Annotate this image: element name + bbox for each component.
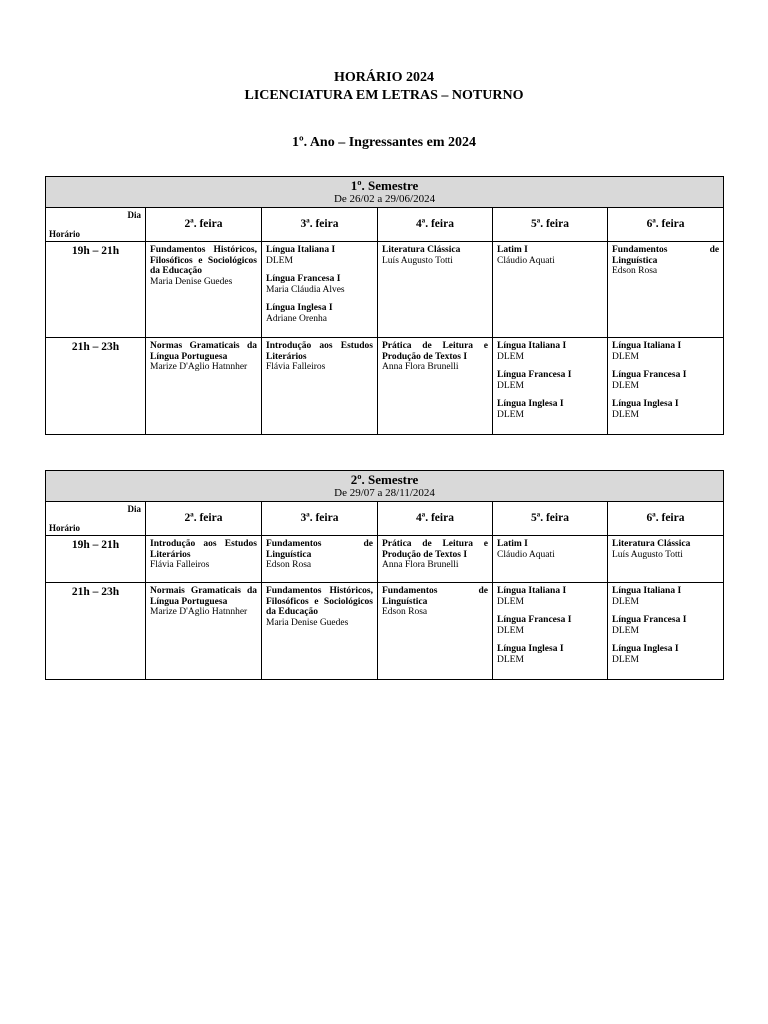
- class-entry: [150, 586, 257, 618]
- professor-name: Maria Denise Guedes: [266, 617, 349, 628]
- day-header: 5ª. feira: [493, 502, 608, 536]
- professor-name: DLEM: [612, 351, 639, 362]
- course-name: Latim I: [497, 245, 528, 255]
- course-name: Fundamentos de Linguística: [382, 586, 488, 607]
- time-slot: 21h – 23h: [46, 583, 146, 680]
- course-name: Língua Francesa I: [612, 615, 687, 625]
- professor-name: DLEM: [266, 255, 293, 266]
- professor-name: DLEM: [497, 380, 524, 391]
- course-name: Literatura Clássica: [612, 539, 691, 549]
- course-name: Língua Italiana I: [497, 586, 567, 596]
- class-entry: [612, 586, 719, 607]
- professor-name: Marize D'Aglio Hatnnher: [150, 607, 248, 617]
- class-entry: [150, 341, 257, 373]
- day-header: 6ª. feira: [608, 502, 724, 536]
- schedule-cell: [262, 536, 378, 583]
- class-entry: [150, 245, 257, 287]
- corner-cell: [46, 208, 146, 242]
- class-entry: [497, 539, 603, 560]
- time-slot: 19h – 21h: [46, 242, 146, 338]
- schedule-cell: [608, 338, 724, 435]
- class-entry: [150, 539, 257, 571]
- time-slot-row: [46, 242, 724, 338]
- course-name: Fundamentos de Linguística: [266, 539, 373, 560]
- course-name: Língua Inglesa I: [612, 644, 679, 654]
- semester-table: [45, 176, 724, 435]
- class-entry: [266, 303, 373, 324]
- day-header: 2ª. feira: [146, 502, 262, 536]
- course-name: Língua Inglesa I: [612, 399, 679, 409]
- class-entry: [382, 539, 488, 571]
- schedule-cell: [146, 583, 262, 680]
- class-entry: [612, 245, 719, 277]
- professor-name: Edson Rosa: [382, 607, 428, 617]
- schedule-cell: [262, 338, 378, 435]
- professor-name: Luís Augusto Totti: [382, 255, 453, 266]
- schedule-cell: [608, 536, 724, 583]
- professor-name: DLEM: [612, 625, 639, 636]
- professor-name: DLEM: [497, 351, 524, 362]
- corner-cell: [46, 502, 146, 536]
- schedule-cell: [493, 536, 608, 583]
- schedule-cell: [378, 536, 493, 583]
- course-name: Introdução aos Estudos Literários: [150, 539, 257, 560]
- semester-title: 2º. Semestre: [350, 472, 419, 487]
- professor-name: Maria Cláudia Alves: [266, 284, 345, 295]
- professor-name: DLEM: [497, 596, 524, 607]
- day-header: 2ª. feira: [146, 208, 262, 242]
- schedule-cell: [378, 338, 493, 435]
- schedule-cell: [146, 242, 262, 338]
- corner-horario-label: Horário: [49, 228, 80, 239]
- course-name: Língua Francesa I: [497, 370, 572, 380]
- semester-header-row: [46, 177, 724, 208]
- semester-dates: De 29/07 a 28/11/2024: [334, 487, 435, 499]
- semester-header-row: [46, 471, 724, 502]
- document-course-title: LICENCIATURA EM LETRAS – NOTURNO: [244, 88, 524, 103]
- time-slot-row: [46, 536, 724, 583]
- day-header: 3ª. feira: [262, 502, 378, 536]
- schedule-cell: [146, 338, 262, 435]
- class-entry: [497, 399, 603, 420]
- professor-name: DLEM: [612, 596, 639, 607]
- day-header-row: [46, 208, 724, 242]
- day-header-row: [46, 502, 724, 536]
- professor-name: DLEM: [612, 409, 639, 420]
- document-title: HORÁRIO 2024: [334, 70, 434, 85]
- course-name: Prática de Leitura e Produção de Textos I: [382, 341, 488, 362]
- class-entry: [266, 245, 373, 266]
- class-entry: [266, 341, 373, 373]
- time-slot-row: [46, 583, 724, 680]
- course-name: Língua Italiana I: [612, 586, 682, 596]
- course-name: Normas Gramaticais da Língua Portuguesa: [150, 341, 257, 362]
- semester-header: [46, 177, 724, 208]
- professor-name: DLEM: [612, 654, 639, 665]
- professor-name: Flávia Falleiros: [266, 362, 326, 372]
- schedule-cell: [493, 242, 608, 338]
- course-name: Normais Gramaticais da Língua Portuguesa: [150, 586, 257, 607]
- day-header: 3ª. feira: [262, 208, 378, 242]
- class-entry: [497, 341, 603, 362]
- class-entry: [266, 274, 373, 295]
- professor-name: Adriane Orenha: [266, 313, 327, 324]
- corner-horario-label: Horário: [49, 522, 80, 533]
- course-name: Língua Francesa I: [497, 615, 572, 625]
- class-entry: [497, 245, 603, 266]
- semester-table: [45, 470, 724, 680]
- course-name: Língua Francesa I: [612, 370, 687, 380]
- professor-name: DLEM: [612, 380, 639, 391]
- professor-name: Cláudio Aquati: [497, 255, 555, 266]
- day-header: 6ª. feira: [608, 208, 724, 242]
- course-name: Latim I: [497, 539, 528, 549]
- course-name: Língua Italiana I: [266, 245, 336, 255]
- class-entry: [612, 399, 719, 420]
- course-name: Fundamentos Históricos, Filosóficos e Sociológicos da Educação: [150, 245, 257, 276]
- corner-dia-label: Dia: [127, 210, 141, 220]
- day-header: 5ª. feira: [493, 208, 608, 242]
- professor-name: DLEM: [497, 409, 524, 420]
- class-entry: [266, 539, 373, 571]
- class-entry: [497, 644, 603, 665]
- course-name: Fundamentos Históricos, Filosóficos e Sociológicos da Educação: [266, 586, 373, 617]
- professor-name: Edson Rosa: [612, 266, 658, 276]
- class-entry: [266, 586, 373, 628]
- schedule-cell: [493, 583, 608, 680]
- class-entry: [612, 644, 719, 665]
- corner-dia-label: Dia: [127, 504, 141, 514]
- professor-name: Anna Flora Brunelli: [382, 362, 459, 372]
- course-name: Língua Italiana I: [497, 341, 567, 351]
- course-name: Prática de Leitura e Produção de Textos I: [382, 539, 488, 560]
- professor-name: Cláudio Aquati: [497, 549, 555, 560]
- class-entry: [612, 539, 719, 560]
- semester-dates: De 26/02 a 29/06/2024: [333, 193, 436, 205]
- professor-name: Marize D'Aglio Hatnnher: [150, 362, 248, 372]
- schedule-cell: [608, 583, 724, 680]
- professor-name: Luís Augusto Totti: [612, 549, 683, 560]
- schedule-cell: [608, 242, 724, 338]
- time-slot: 19h – 21h: [46, 536, 146, 583]
- professor-name: Flávia Falleiros: [150, 560, 210, 570]
- course-name: Língua Italiana I: [612, 341, 682, 351]
- time-slot-row: [46, 338, 724, 435]
- semester-header: [46, 471, 724, 502]
- class-entry: [497, 615, 603, 636]
- course-name: Língua Inglesa I: [266, 303, 333, 313]
- professor-name: DLEM: [497, 625, 524, 636]
- day-header: 4ª. feira: [378, 502, 493, 536]
- schedule-cell: [146, 536, 262, 583]
- course-name: Língua Francesa I: [266, 274, 341, 284]
- time-slot: 21h – 23h: [46, 338, 146, 435]
- document-subtitle: 1º. Ano – Ingressantes em 2024: [291, 135, 477, 150]
- course-name: Introdução aos Estudos Literários: [266, 341, 373, 362]
- course-name: Língua Inglesa I: [497, 399, 564, 409]
- course-name: Língua Inglesa I: [497, 644, 564, 654]
- schedule-cell: [378, 583, 493, 680]
- class-entry: [382, 245, 488, 266]
- class-entry: [382, 586, 488, 618]
- class-entry: [612, 615, 719, 636]
- day-header: 4ª. feira: [378, 208, 493, 242]
- schedule-cell: [262, 583, 378, 680]
- schedule-cell: [493, 338, 608, 435]
- class-entry: [382, 341, 488, 373]
- schedule-cell: [262, 242, 378, 338]
- professor-name: Edson Rosa: [266, 560, 312, 570]
- class-entry: [612, 341, 719, 362]
- schedule-cell: [378, 242, 493, 338]
- semester-title: 1º. Semestre: [350, 178, 419, 193]
- course-name: Fundamentos de Linguística: [612, 245, 720, 266]
- professor-name: DLEM: [497, 654, 524, 665]
- professor-name: Maria Denise Guedes: [150, 276, 233, 287]
- class-entry: [497, 586, 603, 607]
- professor-name: Anna Flora Brunelli: [382, 560, 459, 570]
- course-name: Literatura Clássica: [382, 245, 461, 255]
- class-entry: [612, 370, 719, 391]
- class-entry: [497, 370, 603, 391]
